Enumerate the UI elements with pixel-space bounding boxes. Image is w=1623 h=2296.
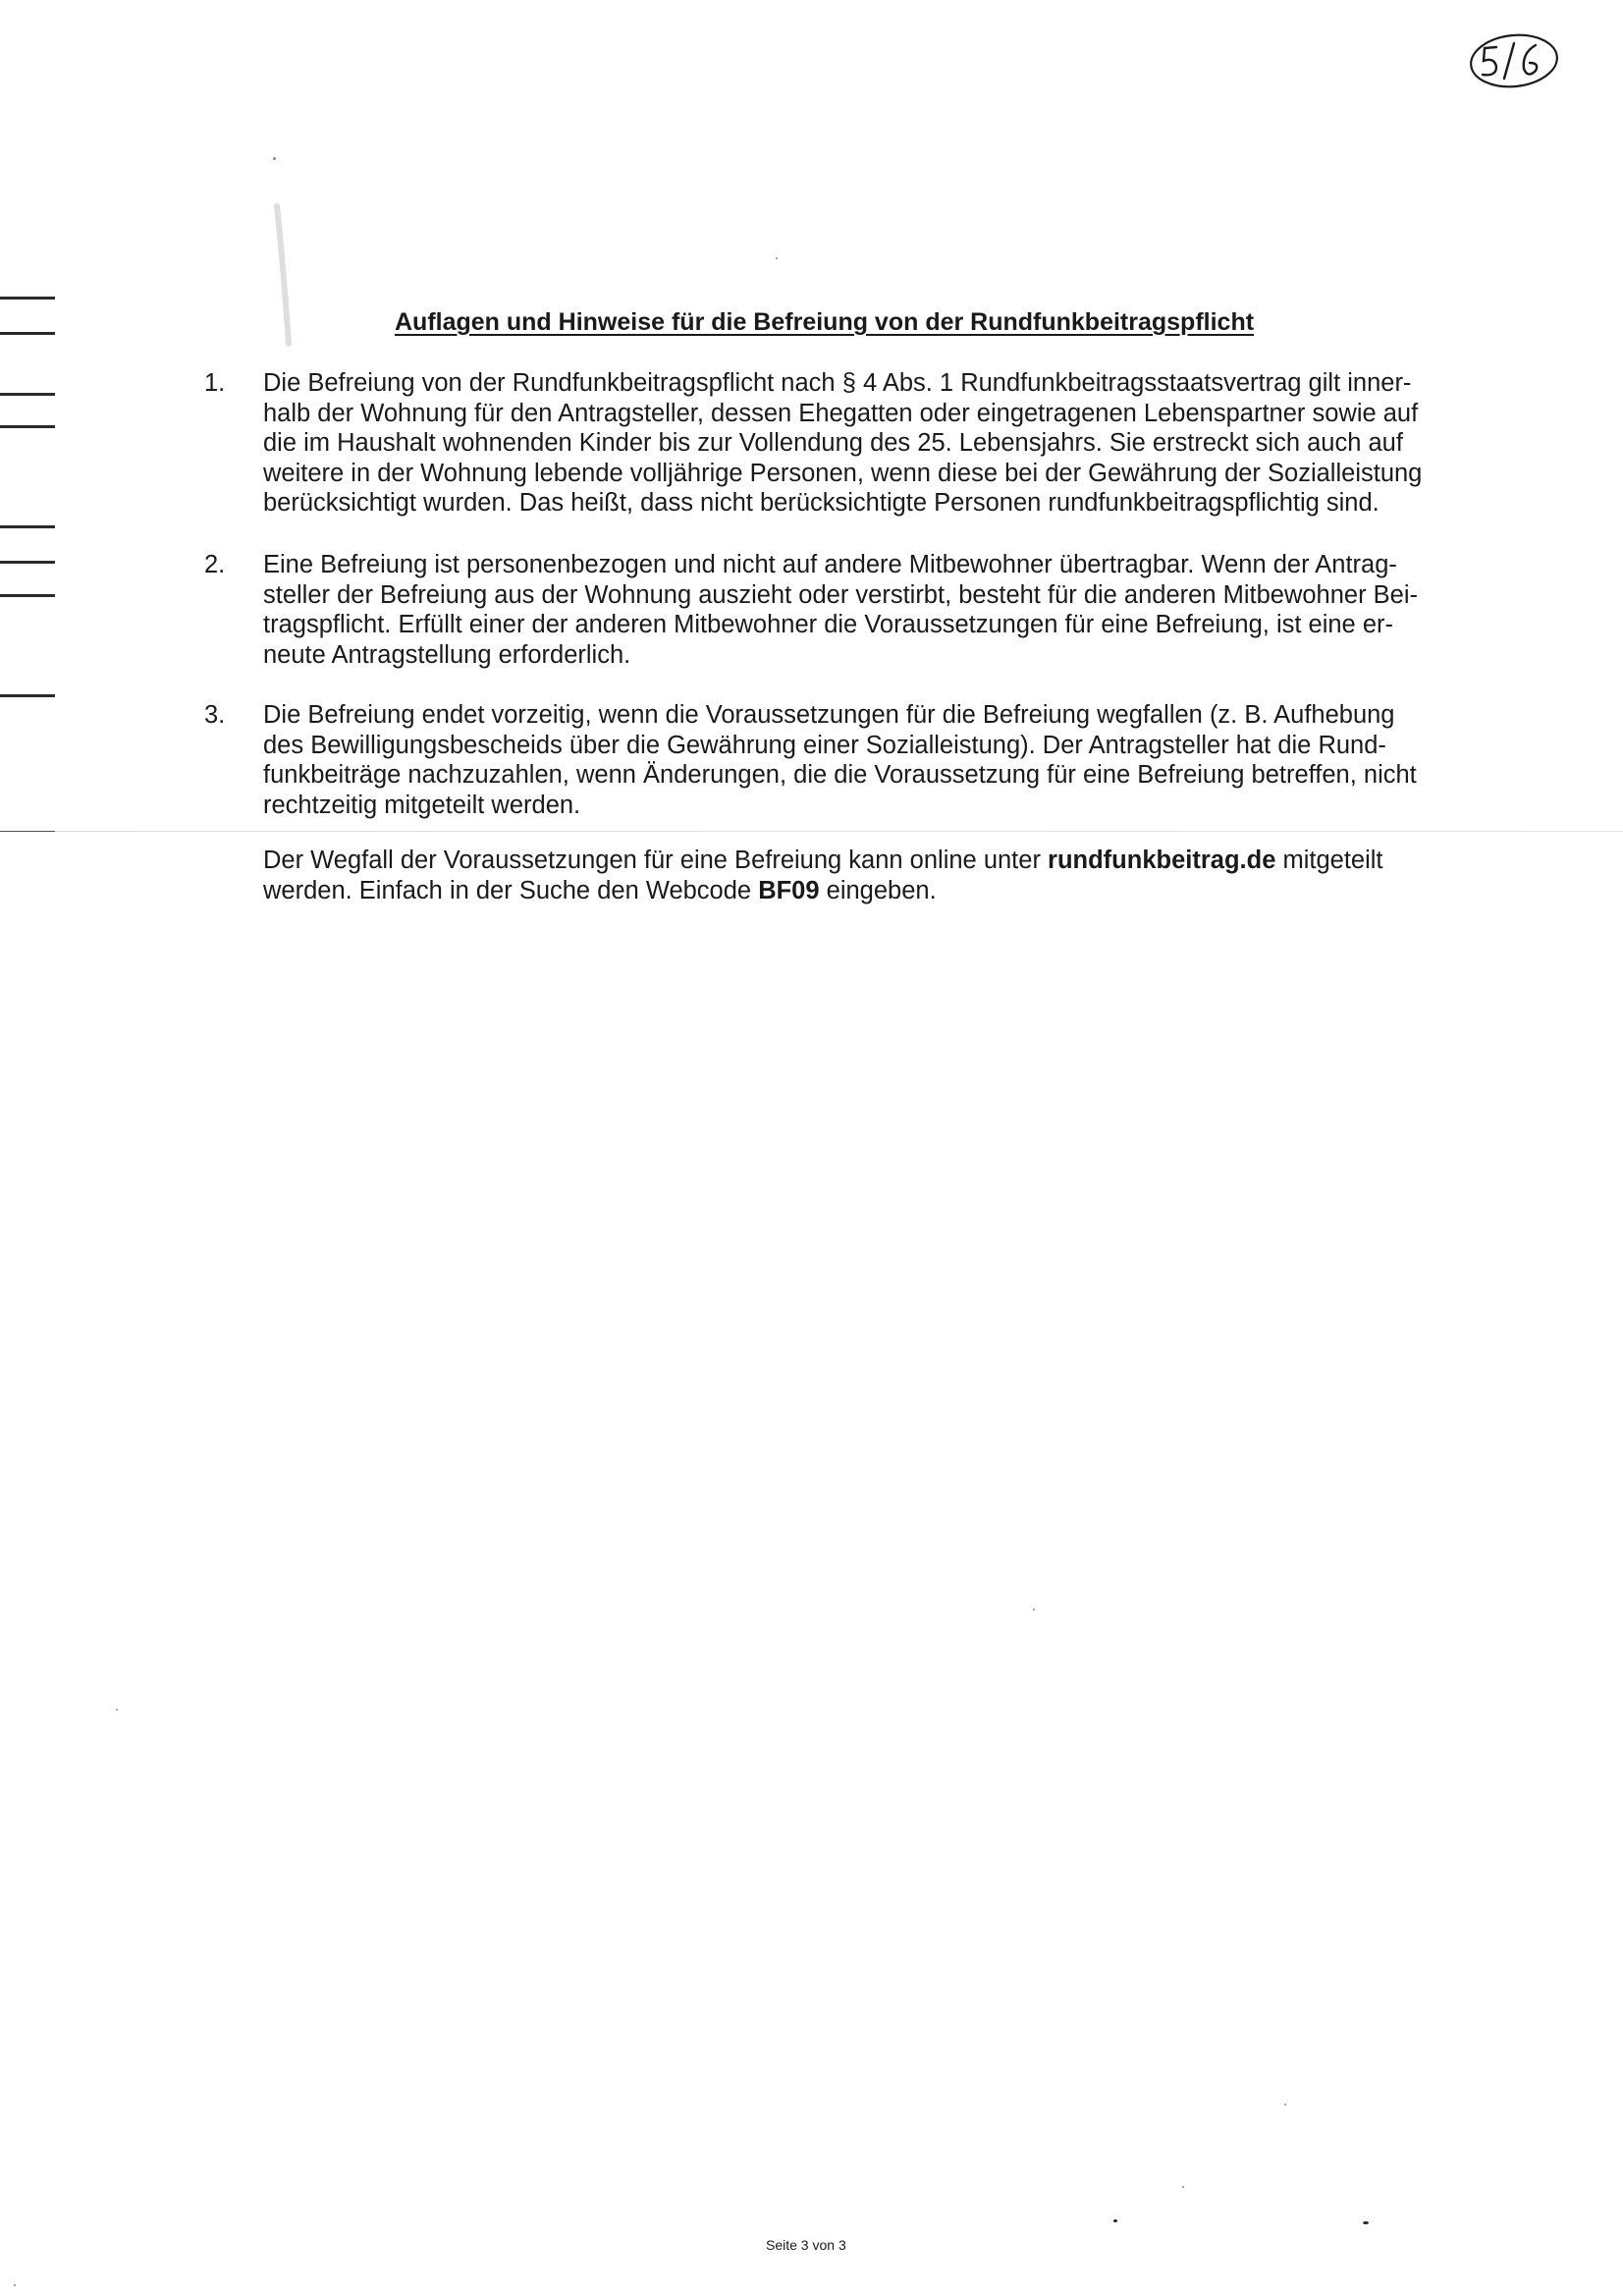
scan-speck — [776, 257, 778, 259]
edge-mark — [0, 332, 55, 335]
item-text: Die Befreiung endet vorzeitig, wenn die Voraussetzungen für die Befreiung wegfallen (z. B. Aufhebung des Bewilligungsbescheids über die Gewährung einer Sozialleistung). Der Antragsteller hat die Rund- funkbeiträge nachzuzahlen, wenn Änderungen, die die Voraussetzung für eine Befreiung betreffen, nicht rechtzeitig mitgeteilt werden. — [263, 701, 1417, 819]
edge-mark — [0, 297, 55, 300]
page-number-footer: Seite 3 von 3 — [766, 2237, 846, 2253]
edge-mark — [0, 561, 55, 564]
edge-mark — [0, 594, 55, 597]
scan-smudge-drawing — [265, 201, 304, 349]
note-text: mitgeteilt — [1275, 847, 1383, 874]
scan-speck — [1284, 2104, 1286, 2105]
scan-smudge — [265, 201, 304, 349]
item-number: 3. — [204, 701, 226, 729]
scan-speck — [1033, 1609, 1035, 1611]
scan-speck — [1363, 2221, 1369, 2224]
scan-speck — [273, 157, 276, 160]
edge-mark — [0, 425, 55, 428]
scan-speck — [116, 1709, 118, 1711]
scan-line — [0, 831, 1623, 832]
edge-mark — [0, 393, 55, 396]
webcode: BF09 — [758, 876, 820, 904]
page-marker-drawing — [1467, 29, 1561, 92]
item-text: Eine Befreiung ist personenbezogen und nicht auf andere Mitbewohner übertragbar. Wenn der Antrag- steller der Befreiung aus der Wohnung auszieht oder verstirbt, besteht für die anderen Mitbewohner Bei- tragspflicht. Erfüllt einer der anderen Mitbewohner die Voraussetzungen für eine Befreiung, ist eine er- neute Antragstellung erforderlich. — [263, 551, 1419, 669]
online-note — [263, 846, 1540, 905]
edge-mark — [0, 525, 55, 528]
item-number: 2. — [204, 551, 226, 578]
item-number: 1. — [204, 369, 226, 397]
note-text: eingeben. — [819, 876, 937, 904]
note-text: Der Wegfall der Voraussetzungen für eine Befreiung kann online unter — [263, 847, 1049, 874]
scan-speck — [14, 2284, 16, 2286]
edge-mark — [0, 694, 55, 697]
document-title: Auflagen und Hinweise für die Befreiung von der Rundfunkbeitragspflicht — [395, 308, 1255, 336]
note-text: werden. Einfach in der Suche den Webcode — [263, 876, 759, 904]
scan-speck — [1182, 2186, 1184, 2188]
item-text: Die Befreiung von der Rundfunkbeitragspflicht nach § 4 Abs. 1 Rundfunkbeitragsstaatsvertrag gilt inner- halb der Wohnung für den Antragsteller, dessen Ehegatten oder eingetragenen Lebenspartner sowie auf die im Haushalt wohnenden Kinder bis zur Vollendung des 25. Lebensjahrs. Sie erstreckt sich auch auf weitere in der Wohnung lebende volljährige Personen, wenn diese bei der Gewährung der Sozialleistung berücksichtigt wurden. Das heißt, dass nicht berücksichtigte Personen rundfunkbeitragspflichtig sind. — [263, 369, 1423, 517]
handwritten-page-marker — [1467, 29, 1561, 92]
scan-speck — [1113, 2219, 1117, 2222]
website-link: rundfunkbeitrag.de — [1048, 847, 1276, 874]
